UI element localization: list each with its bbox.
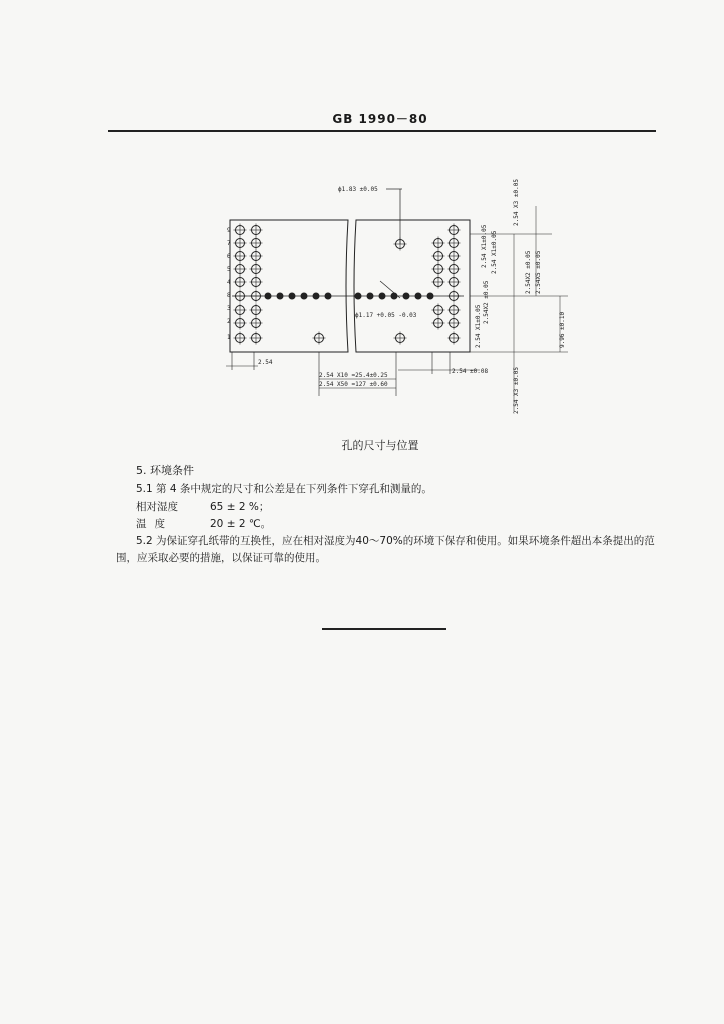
track-label: 1 [227, 334, 231, 341]
track-label: 5 [227, 266, 231, 273]
right-dim-label: 2.54X2 ±0.05 [483, 280, 490, 324]
standard-number: GB 1990－80 [332, 112, 428, 126]
feed-hole-dia-label: ϕ1.83 ±0.05 [338, 186, 378, 193]
temperature-label: 温度 [136, 518, 173, 530]
pitch-50-label: 2.54 X50 =127 ±0.60 [319, 381, 388, 388]
humidity-value: 65 ± 2 %； [210, 501, 270, 513]
humidity-label: 相对湿度 [136, 501, 178, 513]
figure-caption: 孔的尺寸与位置 [341, 439, 419, 452]
right-dim-label: 2.54X2 ±0.05 [525, 250, 532, 294]
right-dim-label: 2.54 X1±0.05 [481, 224, 488, 268]
end-rule [322, 628, 446, 630]
right-dim-label: 2.54 X1±0.05 [475, 304, 482, 348]
right-dim-label: 9.96 ±0.10 [559, 311, 566, 348]
track-label: 3 [227, 305, 231, 312]
track-label: 2 [227, 318, 231, 325]
diagram-svg [218, 176, 578, 426]
right-dim-label: 2.54X5 ±0.05 [535, 250, 542, 294]
track-label: 4 [227, 279, 231, 286]
paragraph-5-1: 5.1 第 4 条中规定的尺寸和公差是在下列条件下穿孔和测量的。 [136, 483, 432, 495]
track-label: 8 [227, 292, 231, 299]
tape-left [230, 220, 348, 352]
pitch-10-label: 2.54 X10 =25.4±0.25 [319, 372, 388, 379]
temperature-value: 20 ± 2 ℃。 [210, 518, 272, 530]
pitch-right-label: 2.54 ±0.08 [452, 368, 489, 375]
code-hole-dia-label: ϕ1.17 +0.05 -0.03 [355, 312, 417, 319]
track-label: 7 [227, 240, 231, 247]
right-dim-label: 2.54 X3 ±0.05 [513, 367, 520, 414]
hole-dimension-diagram [218, 176, 578, 426]
track-label: 6 [227, 253, 231, 260]
section-heading: 5. 环境条件 [136, 464, 194, 477]
pitch-left-label: 2.54 [258, 359, 273, 366]
track-label: 9 [227, 227, 231, 234]
right-dim-label: 2.54 X1±0.05 [491, 230, 498, 274]
header-rule [108, 130, 656, 132]
right-dim-label: 2.54 X3 ±0.05 [513, 179, 520, 226]
paragraph-5-2: 5.2 为保证穿孔纸带的互换性，应在相对湿度为40～70%的环境下保存和使用。如果环境条件超出本条提出的范围，应采取必要的措施，以保证可靠的使用。 [116, 535, 655, 564]
